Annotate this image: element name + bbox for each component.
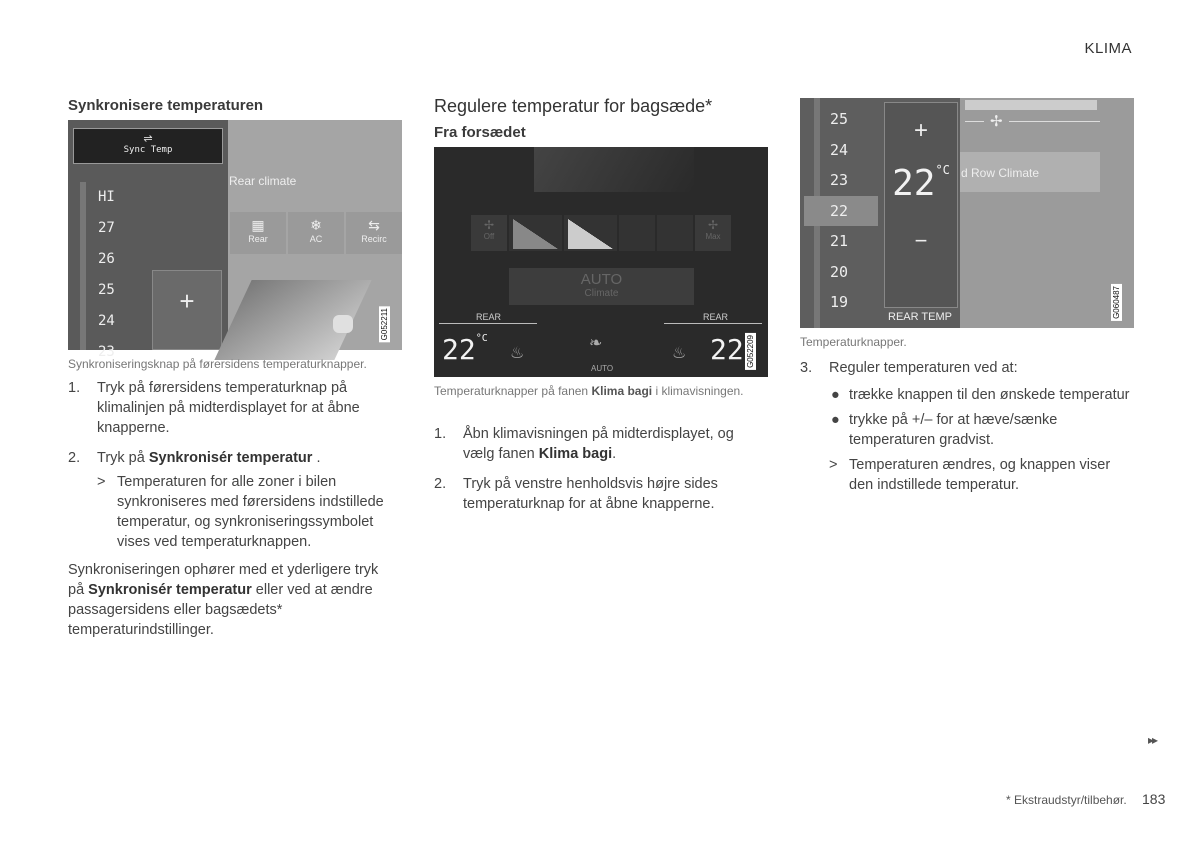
plus-button: + [913, 117, 928, 144]
col1-body [68, 378, 398, 640]
bullet-1: ● trække knappen til den ønskede temperatur [831, 387, 1130, 403]
step-3: 3. Reguler temperaturen ved at: ● trække knappen til den ønskede temperatur ● trykke på +/– for at hæve/sænke temperaturen gradvist. > Temperaturen ændres, og knappen viser den indstillede temperatur. [800, 358, 1135, 495]
step-2: 2. Tryk på Synkronisér temperatur . > Temperaturen for alle zoner i bilen synkroniseres med førersidens indstillede temperatur, og synkroniseringssymbolet vises ved temperaturknappen. [68, 448, 398, 552]
image-code: G060487 [1112, 286, 1121, 319]
sync-icon: ⇌ [143, 133, 153, 145]
big-temp: $22^{^\circ C}$ [892, 163, 950, 204]
temp-scale: HI 27 26 25 24 23 [98, 189, 115, 360]
rear-climate-screen-image [434, 147, 768, 377]
fan-off-icon: ✢ [483, 218, 495, 232]
temp-left: $22^{^\circ C}$ [442, 333, 488, 366]
step-2: 2. Tryk på venstre henholdsvis højre sides temperaturknap for at åbne knapperne. [434, 476, 718, 512]
rear-temp-label: REAR TEMP [888, 311, 952, 323]
plus-button: + [152, 270, 222, 350]
row-climate-label: d Row Climate [961, 166, 1040, 180]
next-page-arrows-icon: ▸▸ [1148, 733, 1157, 747]
temperature-buttons-image [800, 98, 1134, 328]
auto-climate-button: AUTO Climate [509, 268, 694, 305]
section-heading-rear: Regulere temperatur for bagsæde* [434, 96, 713, 116]
rear-defrost-icon: ▦ [251, 217, 265, 233]
fan-speed-bar: ✢ Off ✢ Max [471, 215, 731, 251]
temp-control-panel [884, 102, 958, 308]
fan-max-icon: ✢ [707, 218, 719, 232]
caption-sync: Synkroniseringsknap på førersidens temperaturknapper. [68, 357, 367, 371]
bullet-2: ● trykke på +/– for at hæve/sænke temperaturen gradvist. [831, 412, 1058, 448]
ac-snowflake-icon: ❄ [310, 217, 322, 233]
section-heading-sync: Synkronisere temperaturen [68, 97, 264, 114]
sync-screen-image [68, 120, 402, 360]
fan-icon: ✢ [984, 112, 1009, 130]
col3-body [800, 358, 1135, 495]
image-code: G052209 [746, 335, 755, 368]
caption-rear: Temperaturknapper på fanen Klima bagi i klimavisningen. [434, 384, 744, 398]
step-3-result: > Temperaturen ændres, og knappen viser den indstillede temperatur. [829, 457, 1111, 493]
rear-climate-label: Rear climate [229, 174, 297, 188]
rear-left-label: REAR [476, 312, 502, 322]
seat-heat-right-icon: ♨ [672, 345, 687, 362]
page-number: 183 [1142, 791, 1166, 807]
footnote: * Ekstraudstyr/tilbehør. [1006, 793, 1127, 807]
climate-button-row: ▦ Rear ❄ AC ⇆ Recirc [230, 212, 402, 254]
seat-heat-left-icon: ♨ [510, 345, 525, 362]
step-1: 1. Åbn klimavisningen på midterdisplayet, og vælg fanen Klima bagi. [434, 426, 734, 462]
airflow-icon: ❧ [589, 335, 603, 352]
step-2-result: > Temperaturen for alle zoner i bilen synkroniseres med førersidens indstillede temperatur, og synkroniseringssymbolet vises ved temperaturknappen. [97, 474, 384, 550]
col2-body [434, 424, 764, 524]
temp-right: 22 [710, 333, 744, 366]
sync-temp-button [73, 128, 223, 164]
sync-temp-label: Sync Temp [123, 145, 173, 155]
auto-small-label: AUTO [591, 364, 614, 373]
chapter-title: KLIMA [1084, 40, 1132, 57]
step-1: 1. Tryk på førersidens temperaturknap på klimalinjen på midterdisplayet for at åbne knapperne. [68, 380, 360, 436]
image-code: G052211 [380, 308, 389, 341]
recirc-car-icon: ⇆ [368, 217, 380, 233]
subheading-front: Fra forsædet [434, 124, 526, 141]
sync-paragraph: Synkroniseringen ophører med et yderligere tryk på Synkronisér temperatur eller ved at ændre passagersidens eller bagsædets* temperaturindstillinger. [68, 562, 379, 638]
caption-temp: Temperaturknapper. [800, 335, 907, 349]
temp-scale: 25 24 23 22 21 20 19 [830, 104, 878, 318]
minus-button: − [914, 228, 928, 253]
rear-right-label: REAR [703, 312, 729, 322]
